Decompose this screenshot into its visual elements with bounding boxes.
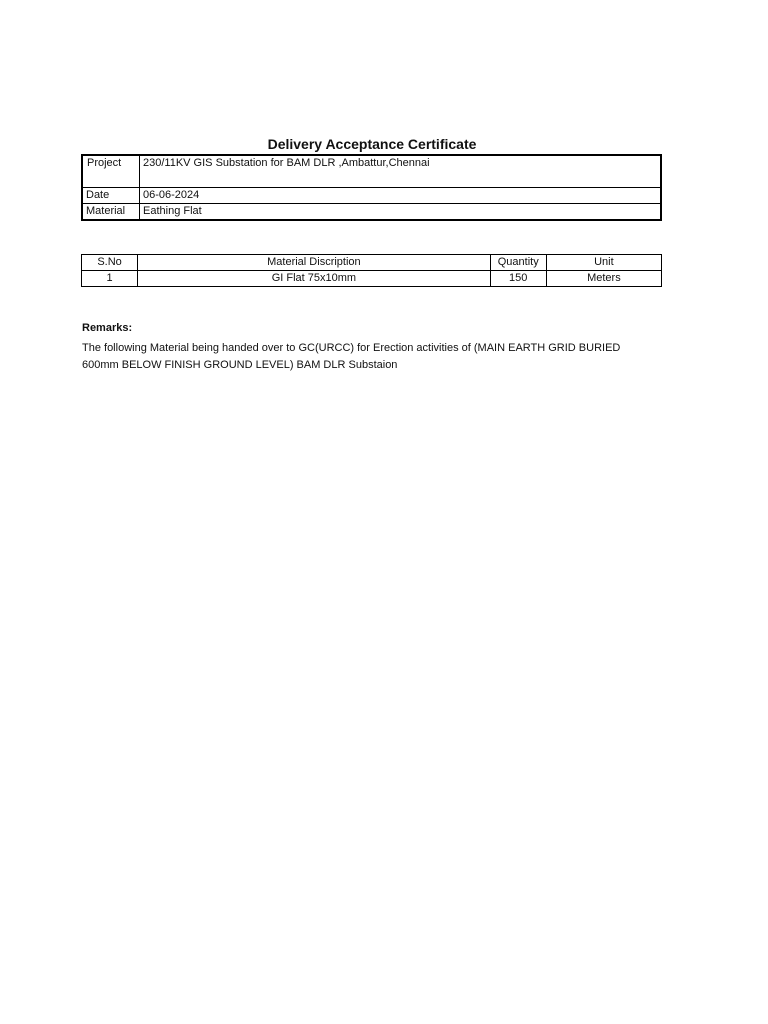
cell-material-description: GI Flat 75x10mm — [138, 271, 491, 287]
project-label: Project — [82, 155, 140, 188]
remarks-label: Remarks: — [82, 322, 133, 334]
header-unit: Unit — [546, 255, 661, 271]
material-label: Material — [82, 204, 140, 221]
header-material-description: Material Discription — [138, 255, 491, 271]
remarks-line-1: The following Material being handed over to GC(URCC) for Erection activities of (MAIN EARTH GRID BURIED — [82, 342, 621, 354]
table-row — [82, 271, 662, 287]
header-sno: S.No — [82, 255, 138, 271]
cell-unit: Meters — [546, 271, 661, 287]
material-row — [82, 204, 661, 221]
header-quantity: Quantity — [490, 255, 546, 271]
project-row — [82, 155, 661, 188]
date-row — [82, 188, 661, 204]
project-value: 230/11KV GIS Substation for BAM DLR ,Ambattur,Chennai — [140, 155, 662, 188]
certificate-title: Delivery Acceptance Certificate — [267, 136, 477, 152]
cell-sno: 1 — [82, 271, 138, 287]
cell-quantity: 150 — [490, 271, 546, 287]
table-header-row — [82, 255, 662, 271]
project-info-table — [81, 154, 662, 221]
materials-table — [81, 254, 662, 287]
date-value: 06-06-2024 — [140, 188, 662, 204]
material-value: Eathing Flat — [140, 204, 662, 221]
remarks-line-2: 600mm BELOW FINISH GROUND LEVEL) BAM DLR Substaion — [82, 359, 398, 371]
date-label: Date — [82, 188, 140, 204]
remarks-text — [82, 340, 662, 374]
